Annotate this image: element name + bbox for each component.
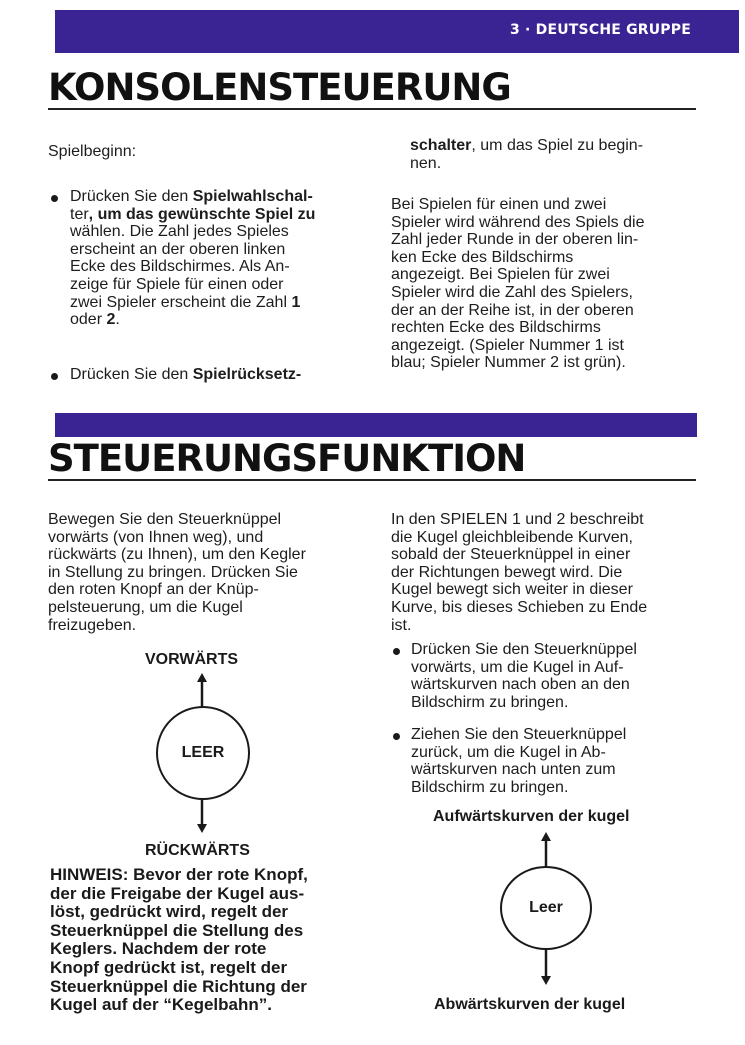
forward-label: VORWÄRTS xyxy=(145,651,239,668)
text-line: angezeigt. (Spieler Nummer 1 ist xyxy=(391,336,624,354)
console-reset-continuation xyxy=(410,137,643,172)
console-intro: Spielbeginn: xyxy=(48,143,137,160)
console-bullet-select xyxy=(70,188,315,329)
text-line: Keglers. Nachdem der rote xyxy=(50,939,267,959)
text-line: ter, um das gewünschte Spiel zu xyxy=(70,205,316,223)
text-line: schalter, um das Spiel zu begin- xyxy=(410,137,644,154)
hint-note xyxy=(50,866,308,1015)
controls-title-rule xyxy=(48,479,696,481)
section-band xyxy=(55,413,697,437)
text-line: Bei Spielen für einen und zwei xyxy=(391,196,607,213)
text-line: oder 2. xyxy=(70,311,120,329)
bullet-dot xyxy=(393,733,400,740)
bullet-dot xyxy=(51,373,58,380)
controls-instructions xyxy=(48,511,306,634)
text-line: wärtskurven nach unten zum xyxy=(411,761,616,779)
arrow-up-icon xyxy=(195,673,209,707)
text-line: rückwärts (zu Ihnen), um den Kegler xyxy=(48,546,306,564)
text-line: der Richtungen bewegt wird. Die xyxy=(391,563,623,581)
text-line: Steuerknüppel die Richtung der xyxy=(50,976,307,996)
text-line: wählen. Die Zahl jedes Spieles xyxy=(70,223,289,241)
neutral-label: LEER xyxy=(181,744,225,761)
text-line: vorwärts, um die Kugel in Auf- xyxy=(411,658,624,676)
console-title: KONSOLENSTEUERUNG xyxy=(48,66,511,109)
text-line: Bewegen Sie den Steuerknüppel xyxy=(48,511,282,528)
text-line: die Kugel gleichbleibende Kurven, xyxy=(391,528,633,546)
text-line: ist. xyxy=(391,616,412,634)
bullet-dot xyxy=(393,648,400,655)
text-line: nen. xyxy=(410,154,442,172)
text-line: Spieler wird die Zahl des Spielers, xyxy=(391,283,633,301)
text-line: zurück, um die Kugel in Ab- xyxy=(411,743,606,761)
text-line: Zahl jeder Runde in der oberen lin- xyxy=(391,231,639,249)
arrow-down-icon xyxy=(539,949,553,985)
text-line: HINWEIS: Bevor der rote Knopf, xyxy=(50,865,308,884)
header-banner xyxy=(55,10,739,53)
bullet-dot xyxy=(51,195,58,202)
arrow-up-icon xyxy=(539,832,553,868)
text-line: freizugeben. xyxy=(48,616,137,634)
controls-title: STEUERUNGSFUNKTION xyxy=(48,437,526,480)
text-line: blau; Spieler Nummer 2 ist grün). xyxy=(391,354,626,372)
text-line: Kugel auf der “Kegelbahn”. xyxy=(50,995,272,1015)
text-line: pelsteuerung, um die Kugel xyxy=(48,598,243,616)
console-round-info xyxy=(391,196,644,372)
upward-curve-label: Aufwärtskurven der kugel xyxy=(433,808,630,825)
curve-down-bullet xyxy=(411,726,626,796)
neutral-circle xyxy=(156,706,250,800)
text-line: Kugel bewegt sich weiter in dieser xyxy=(391,581,633,599)
console-title-rule xyxy=(48,108,696,110)
text-line: der die Freigabe der Kugel aus- xyxy=(50,883,305,903)
console-bullet-reset xyxy=(70,366,301,384)
text-line: in Stellung zu bringen. Drücken Sie xyxy=(48,563,298,581)
text-line: der an der Reihe ist, in der oberen xyxy=(391,301,634,319)
neutral-label: Leer xyxy=(529,899,563,916)
section-label: 3 · DEUTSCHE GRUPPE xyxy=(510,22,691,38)
text-line: wärtskurven nach oben an den xyxy=(411,676,630,694)
downward-curve-label: Abwärtskurven der kugel xyxy=(434,996,626,1013)
text-line: Knopf gedrückt ist, regelt der xyxy=(50,957,288,977)
curve-up-bullet xyxy=(411,641,637,711)
neutral-circle xyxy=(500,866,592,950)
text-line: rechten Ecke des Bildschirms xyxy=(391,319,601,337)
text-line: ken Ecke des Bildschirms xyxy=(391,248,574,266)
text-line: Ecke des Bildschirmes. Als An- xyxy=(70,258,290,276)
text-line: zeige für Spiele für einen oder xyxy=(70,275,284,293)
backward-label: RÜCKWÄRTS xyxy=(145,842,250,859)
text-line: Bildschirm zu bringen. xyxy=(411,778,569,796)
text-line: angezeigt. Bei Spielen für zwei xyxy=(391,266,610,284)
text-line: Steuerknüppel die Stellung des xyxy=(50,920,304,940)
text-line: Kurve, bis dieses Schieben zu Ende xyxy=(391,598,648,616)
text-line: sobald der Steuerknüppel in einer xyxy=(391,546,631,564)
text-line: Bildschirm zu bringen. xyxy=(411,693,569,711)
text-line: Drücken Sie den Spielrücksetz- xyxy=(70,366,302,383)
text-line: zwei Spieler erscheint die Zahl 1 xyxy=(70,293,301,311)
controls-curve-info xyxy=(391,511,647,634)
text-line: den roten Knopf an der Knüp- xyxy=(48,581,259,599)
text-line: In den SPIELEN 1 und 2 beschreibt xyxy=(391,511,644,528)
text-line: löst, gedrückt wird, regelt der xyxy=(50,902,289,922)
text-line: Drücken Sie den Steuerknüppel xyxy=(411,641,637,658)
text-line: Drücken Sie den Spielwahlschal- xyxy=(70,188,313,205)
text-line: erscheint an der oberen linken xyxy=(70,240,286,258)
text-line: Spieler wird während des Spiels die xyxy=(391,213,645,231)
text-line: vorwärts (von Ihnen weg), und xyxy=(48,528,264,546)
text-line: Ziehen Sie den Steuerknüppel xyxy=(411,726,627,743)
arrow-down-icon xyxy=(195,799,209,833)
